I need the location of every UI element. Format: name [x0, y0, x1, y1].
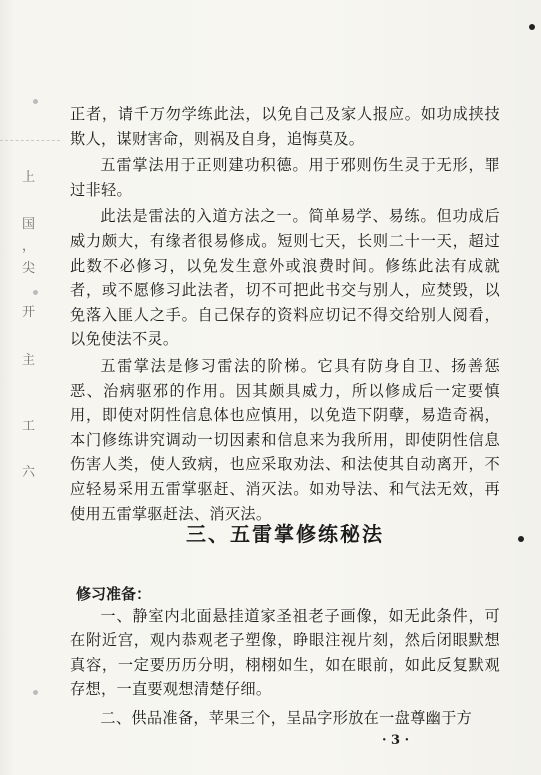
paragraph: 五雷掌法用于正则建功积德。用于邪则伤生灵于无形，罪过非轻。: [70, 156, 500, 199]
ink-dot: [529, 24, 535, 30]
margin-mark: 工: [22, 419, 36, 434]
page-number: · 3 ·: [382, 733, 410, 748]
margin-mark: 六: [22, 465, 36, 480]
prep-item: 二、供品准备，苹果三个，呈品字形放在一盘尊幽于方: [100, 708, 473, 727]
section-heading: 三、五雷掌修练秘法: [186, 522, 384, 546]
paragraph: 正者，请千万勿学练此法，以免自己及家人报应。如功成挟技欺人，谋财害命，则祸及自身，追悔莫及。: [70, 105, 500, 148]
margin-mark: 尖: [22, 261, 36, 276]
margin-mark: 国: [22, 217, 36, 232]
margin-mark: 主: [22, 353, 36, 368]
margin-mark: 开: [22, 305, 36, 320]
binding-hole: [33, 290, 38, 295]
margin-mark: ，: [22, 239, 36, 254]
binding-hole: [33, 690, 38, 695]
paragraph: 五雷掌法是修习雷法的阶梯。它具有防身自卫、扬善惩恶、治病驱邪的作用。因其颇具威力，所以修成后一定要慎用，即使对阴性信息体也应慎用，以免造下阴孽，易造奇祸，本门修练讲究调动一切因素和信息来为我所用，即使阴性信息伤害人类，使人致病，也应采取劝法、和法使其自动离开，不应轻易采用五雷掌驱赶、消灭法。如劝导法、和气法无效，再使用五雷掌驱赶法、消灭法。: [70, 356, 500, 523]
paragraph: 此法是雷法的入道方法之一。简单易学、易练。但功成后威力颇大，有缘者很易修成。短则七天，长则二十一天，超过此数不必修习，以免发生意外或浪费时间。修练此法有成就者，或不愿修习此法者，切不可把此书交与别人，应焚毁，以免落入匪人之手。自己保存的资料应切记不得交给别人阅看，以免使法不灵。: [70, 207, 500, 349]
binding-hole: [33, 99, 38, 104]
body-text: [70, 102, 500, 526]
prep-list: [70, 604, 500, 730]
margin-mark: 上: [22, 170, 36, 185]
prep-item: 一、静室内北面悬挂道家圣祖老子画像，如无此条件，可在附近宫，观内恭观老子塑像，睁眼注视片刻，然后闭眼默想真容，一定要历历分明，栩栩如生，如在眼前，如此反复默观存想，一直要观想清楚仔细。: [70, 607, 500, 699]
prep-label: 修习准备：: [76, 585, 152, 603]
binding-margin: [0, 0, 46, 775]
ink-dot: [518, 536, 524, 542]
